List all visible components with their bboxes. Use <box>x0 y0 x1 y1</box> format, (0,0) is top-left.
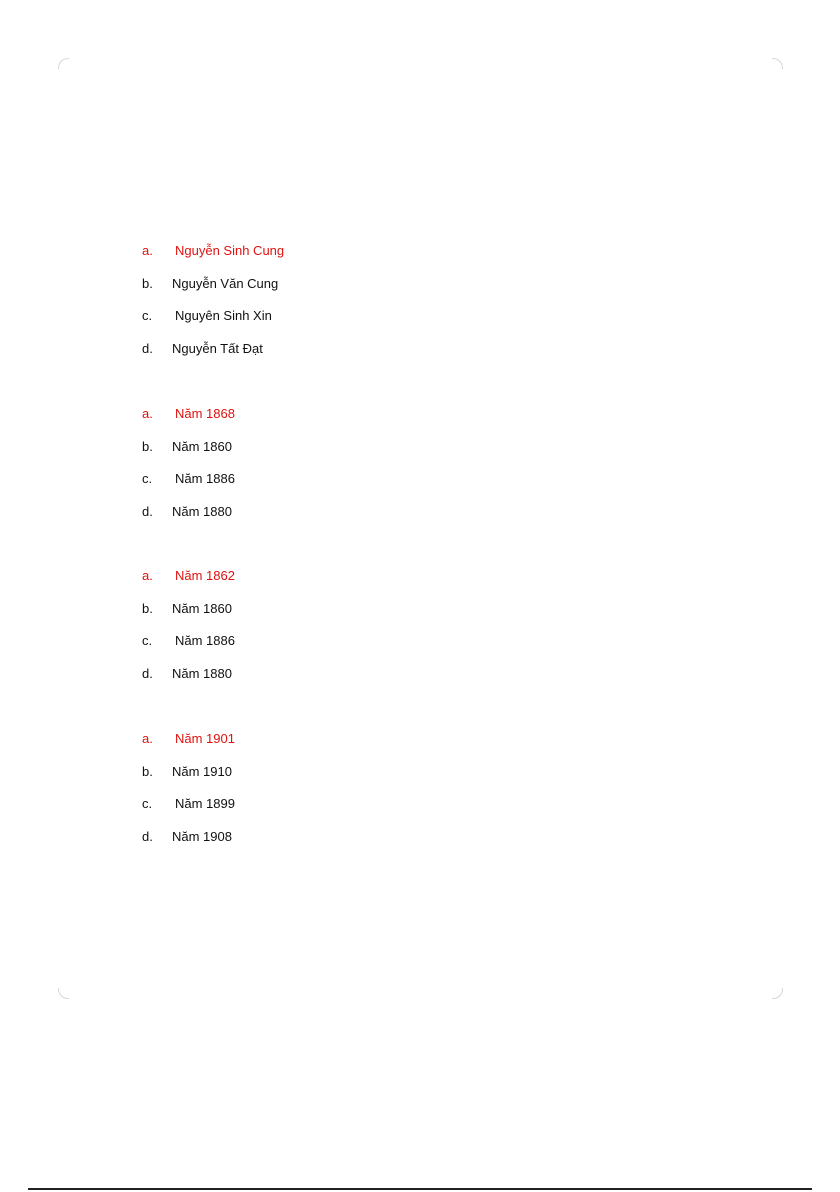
answer-option <box>142 275 284 308</box>
option-letter: a. <box>142 731 153 746</box>
option-text: Năm 1886 <box>175 633 235 648</box>
option-text: Năm 1908 <box>172 828 232 844</box>
answer-option <box>142 438 235 471</box>
option-letter: b. <box>142 438 153 454</box>
answer-list-1 <box>142 242 284 372</box>
option-letter: d. <box>142 503 153 519</box>
crop-mark-bottom-right <box>772 988 783 999</box>
option-text: Năm 1860 <box>172 438 232 454</box>
answer-option <box>142 763 235 796</box>
option-text: Năm 1899 <box>175 796 235 811</box>
option-text: Năm 1860 <box>172 600 232 616</box>
option-text: Năm 1880 <box>172 503 232 519</box>
crop-mark-bottom-left <box>58 988 69 999</box>
option-text: Năm 1862 <box>175 568 235 583</box>
option-text: Năm 1901 <box>175 731 235 746</box>
option-letter: a. <box>142 568 153 583</box>
option-letter: d. <box>142 665 153 681</box>
answer-option <box>142 340 284 373</box>
answer-option <box>142 600 235 633</box>
answer-option <box>142 632 235 665</box>
answer-option-correct <box>142 567 235 600</box>
option-text: Năm 1910 <box>172 763 232 779</box>
page-bottom-edge <box>28 1188 812 1190</box>
answer-option <box>142 503 235 536</box>
option-letter: c. <box>142 471 153 486</box>
option-letter: a. <box>142 406 153 421</box>
option-letter: a. <box>142 243 153 258</box>
answer-option-correct <box>142 730 235 763</box>
answer-list-2 <box>142 405 235 535</box>
option-letter: d. <box>142 828 153 844</box>
answer-option-correct <box>142 405 235 438</box>
option-letter: b. <box>142 275 153 291</box>
option-text: Năm 1880 <box>172 665 232 681</box>
option-letter: b. <box>142 600 153 616</box>
answer-option-correct <box>142 242 284 275</box>
answer-option <box>142 665 235 698</box>
option-text: Năm 1886 <box>175 471 235 486</box>
crop-mark-top-left <box>58 58 69 69</box>
answer-option <box>142 828 235 861</box>
option-letter: c. <box>142 796 153 811</box>
option-text: Nguyễn Văn Cung <box>172 275 279 291</box>
option-letter: c. <box>142 308 153 323</box>
option-text: Nguyễn Sinh Cung <box>175 243 285 258</box>
crop-mark-top-right <box>772 58 783 69</box>
answer-option <box>142 307 284 340</box>
option-letter: c. <box>142 633 153 648</box>
option-letter: b. <box>142 763 153 779</box>
option-text: Năm 1868 <box>175 406 235 421</box>
answer-list-3 <box>142 567 235 697</box>
answer-option <box>142 795 235 828</box>
option-text: Nguyên Sinh Xin <box>175 308 272 323</box>
answer-option <box>142 470 235 503</box>
option-letter: d. <box>142 340 153 356</box>
option-text: Nguyễn Tất Đạt <box>172 340 263 356</box>
answer-list-4 <box>142 730 235 860</box>
